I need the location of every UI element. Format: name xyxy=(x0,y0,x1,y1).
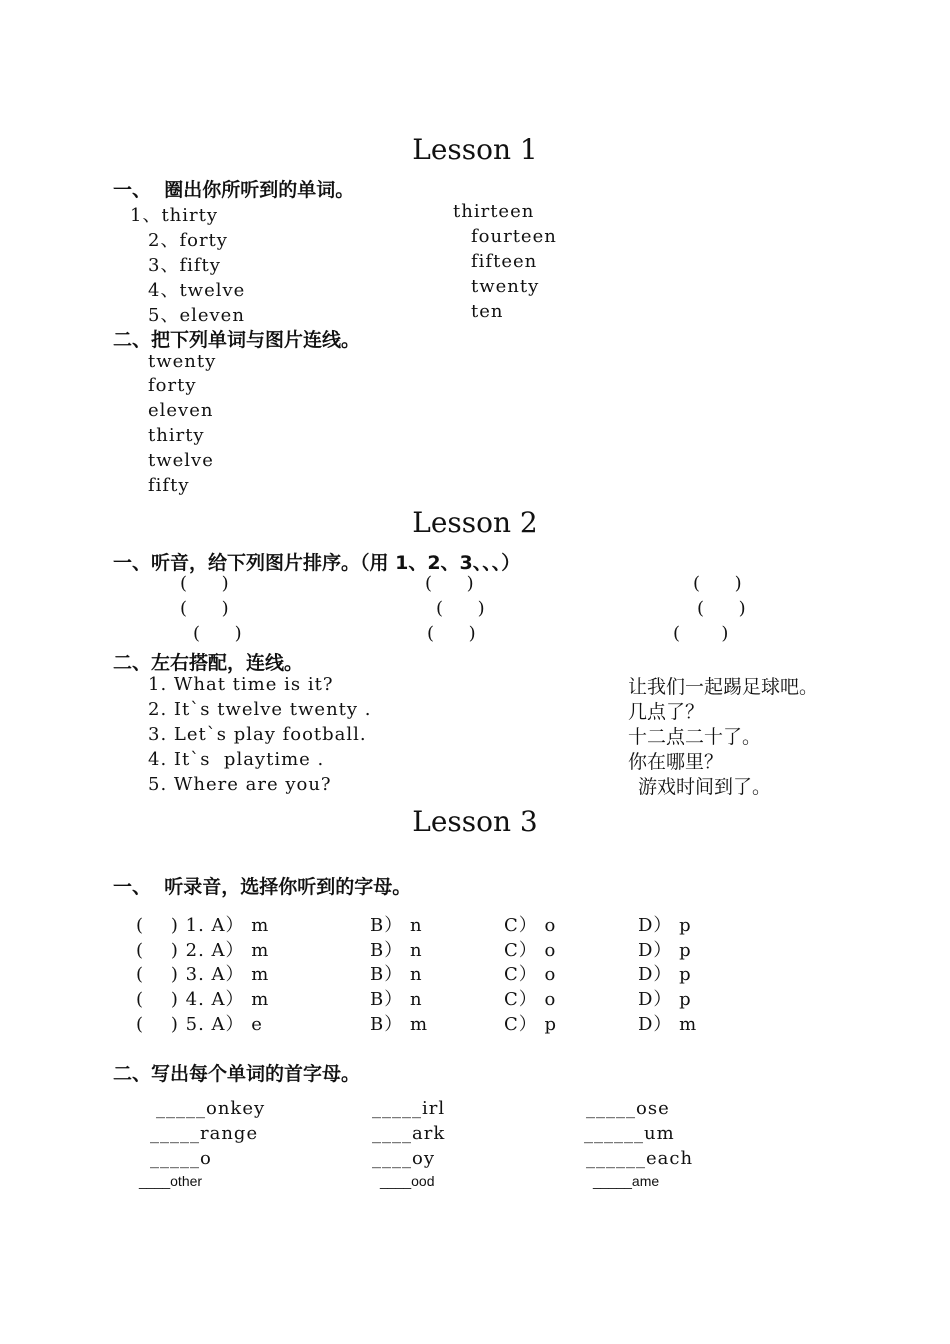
match-chinese-item: 十二点二十了。 xyxy=(628,726,762,748)
fill-blank-word: ______um xyxy=(584,1123,675,1144)
fill-blank-word: ____oy xyxy=(372,1148,436,1169)
lesson1-word-right-4: twenty xyxy=(471,276,540,297)
lesson1-word-right-5: ten xyxy=(471,301,504,322)
lesson1-word-right-3: fifteen xyxy=(471,251,538,272)
fill-blank-word: ______each xyxy=(586,1148,694,1169)
fill-blank-word-small: ____ood xyxy=(380,1173,435,1189)
question-row-4-option-b: B） n xyxy=(370,989,423,1010)
question-row-4-stem: ( ) 4. A） m xyxy=(136,989,270,1010)
answer-bracket: ( ) xyxy=(436,598,486,619)
lesson1-word-right-1: thirteen xyxy=(453,201,535,222)
question-row-5-option-d: D） m xyxy=(638,1014,698,1035)
question-row-2-stem: ( ) 2. A） m xyxy=(136,940,270,961)
match-chinese-item: 你在哪里？ xyxy=(628,751,724,773)
question-row-5-option-c: C） p xyxy=(504,1014,558,1035)
lesson1-section2-heading: 二、把下列单词与图片连线。 xyxy=(113,329,361,351)
lesson1-match-word: forty xyxy=(148,375,197,396)
question-row-1-option-b: B） n xyxy=(370,915,423,936)
question-row-5-option-b: B） m xyxy=(370,1014,429,1035)
fill-blank-word: _____ose xyxy=(586,1098,670,1119)
question-row-5-stem: ( ) 5. A） e xyxy=(136,1014,263,1035)
lesson2-title: Lesson 2 xyxy=(412,506,538,539)
question-row-4-option-d: D） p xyxy=(638,989,692,1010)
question-row-2-option-c: C） o xyxy=(504,940,557,961)
question-row-2-option-b: B） n xyxy=(370,940,423,961)
match-chinese-item: 让我们一起踢足球吧。 xyxy=(628,676,819,698)
match-english-item: 5. Where are you? xyxy=(148,774,332,795)
fill-blank-word: _____range xyxy=(150,1123,259,1144)
match-english-item: 2. It`s twelve twenty . xyxy=(148,699,372,720)
lesson1-word-right-2: fourteen xyxy=(471,226,557,247)
lesson2-section2-heading: 二、左右搭配，连线。 xyxy=(113,652,304,674)
fill-blank-word: _____irl xyxy=(372,1098,446,1119)
lesson1-match-word: thirty xyxy=(148,425,205,446)
question-row-1-stem: ( ) 1. A） m xyxy=(136,915,270,936)
lesson3-section1-heading: 一、 听录音，选择你听到的字母。 xyxy=(113,876,412,898)
question-row-3-option-b: B） n xyxy=(370,964,423,985)
question-row-2-option-d: D） p xyxy=(638,940,692,961)
lesson1-word-left-3: 3、fifty xyxy=(148,255,221,276)
question-row-3-stem: ( ) 3. A） m xyxy=(136,964,270,985)
lesson1-match-word: fifty xyxy=(148,475,190,496)
fill-blank-word: ____ark xyxy=(372,1123,446,1144)
lesson1-match-word: eleven xyxy=(148,400,214,421)
answer-bracket: ( ) xyxy=(180,573,230,594)
answer-bracket: ( ) xyxy=(673,623,730,644)
fill-blank-word-small: ____other xyxy=(139,1173,203,1189)
fill-blank-word-small: _____ame xyxy=(593,1173,660,1189)
answer-bracket: ( ) xyxy=(697,598,747,619)
answer-bracket: ( ) xyxy=(427,623,477,644)
lesson1-title: Lesson 1 xyxy=(412,133,538,166)
question-row-3-option-d: D） p xyxy=(638,964,692,985)
question-row-1-option-c: C） o xyxy=(504,915,557,936)
match-chinese-item: 游戏时间到了。 xyxy=(638,776,772,798)
fill-blank-word: _____onkey xyxy=(156,1098,266,1119)
lesson1-word-left-2: 2、forty xyxy=(148,230,228,251)
lesson1-word-left-5: 5、eleven xyxy=(148,305,245,326)
lesson1-match-word: twenty xyxy=(148,351,217,372)
match-english-item: 4. It`s playtime . xyxy=(148,749,325,770)
answer-bracket: ( ) xyxy=(180,598,230,619)
lesson1-word-left-1: 1、thirty xyxy=(130,205,219,226)
lesson3-section2-heading: 二、写出每个单词的首字母。 xyxy=(113,1063,361,1085)
lesson3-title: Lesson 3 xyxy=(412,805,538,838)
answer-bracket: ( ) xyxy=(693,573,743,594)
match-english-item: 1. What time is it? xyxy=(148,674,334,695)
lesson1-section1-heading: 一、 圈出你所听到的单词。 xyxy=(113,179,355,201)
lesson2-section1-heading: 一、听音，给下列图片排序。（用 1、2、3、、、） xyxy=(113,552,521,574)
question-row-1-option-d: D） p xyxy=(638,915,692,936)
match-english-item: 3. Let`s play football. xyxy=(148,724,367,745)
match-chinese-item: 几点了？ xyxy=(628,701,705,723)
lesson1-word-left-4: 4、twelve xyxy=(148,280,246,301)
fill-blank-word: _____o xyxy=(150,1148,212,1169)
answer-bracket: ( ) xyxy=(425,573,475,594)
question-row-3-option-c: C） o xyxy=(504,964,557,985)
lesson1-match-word: twelve xyxy=(148,450,214,471)
question-row-4-option-c: C） o xyxy=(504,989,557,1010)
answer-bracket: ( ) xyxy=(193,623,243,644)
